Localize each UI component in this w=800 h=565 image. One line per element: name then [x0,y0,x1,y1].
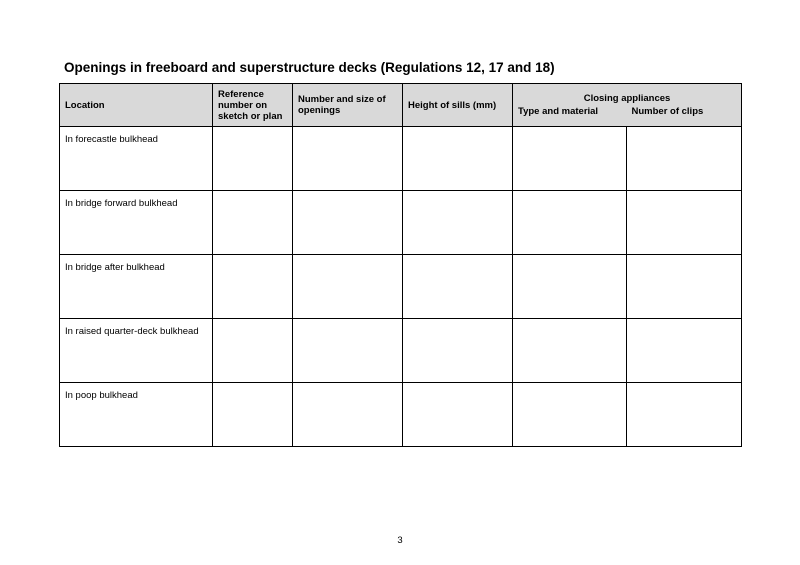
reference-cell[interactable] [213,383,293,447]
header-number-clips: Number of clips [627,106,742,127]
reference-cell[interactable] [213,319,293,383]
height-cell[interactable] [403,191,513,255]
number-clips-cell[interactable] [627,255,742,319]
table-row [60,319,742,383]
page-title: Openings in freeboard and superstructure decks (Regulations 12, 17 and 18) [64,60,555,75]
type-material-cell[interactable] [513,319,627,383]
location-cell: In raised quarter-deck bulkhead [60,319,213,383]
header-reference: Reference number on sketch or plan [213,84,293,127]
number-clips-cell[interactable] [627,127,742,191]
reference-cell[interactable] [213,255,293,319]
header-row [60,84,742,106]
number-size-cell[interactable] [293,127,403,191]
page-number: 3 [397,535,403,546]
reference-cell[interactable] [213,127,293,191]
header-location: Location [60,84,213,127]
height-cell[interactable] [403,255,513,319]
type-material-cell[interactable] [513,127,627,191]
type-material-cell[interactable] [513,255,627,319]
height-cell[interactable] [403,319,513,383]
reference-cell[interactable] [213,191,293,255]
height-cell[interactable] [403,127,513,191]
table-row [60,383,742,447]
location-cell: In forecastle bulkhead [60,127,213,191]
number-clips-cell[interactable] [627,319,742,383]
openings-table [59,83,742,447]
location-cell: In bridge after bulkhead [60,255,213,319]
header-closing-appliances: Closing appliances [513,84,742,106]
type-material-cell[interactable] [513,191,627,255]
height-cell[interactable] [403,383,513,447]
type-material-cell[interactable] [513,383,627,447]
header-height-sills: Height of sills (mm) [403,84,513,127]
location-cell: In bridge forward bulkhead [60,191,213,255]
number-size-cell[interactable] [293,191,403,255]
header-number-size: Number and size of openings [293,84,403,127]
number-size-cell[interactable] [293,383,403,447]
header-type-material: Type and material [513,106,627,127]
number-clips-cell[interactable] [627,383,742,447]
location-cell: In poop bulkhead [60,383,213,447]
number-clips-cell[interactable] [627,191,742,255]
table-row [60,255,742,319]
table-row [60,127,742,191]
number-size-cell[interactable] [293,255,403,319]
number-size-cell[interactable] [293,319,403,383]
table-row [60,191,742,255]
